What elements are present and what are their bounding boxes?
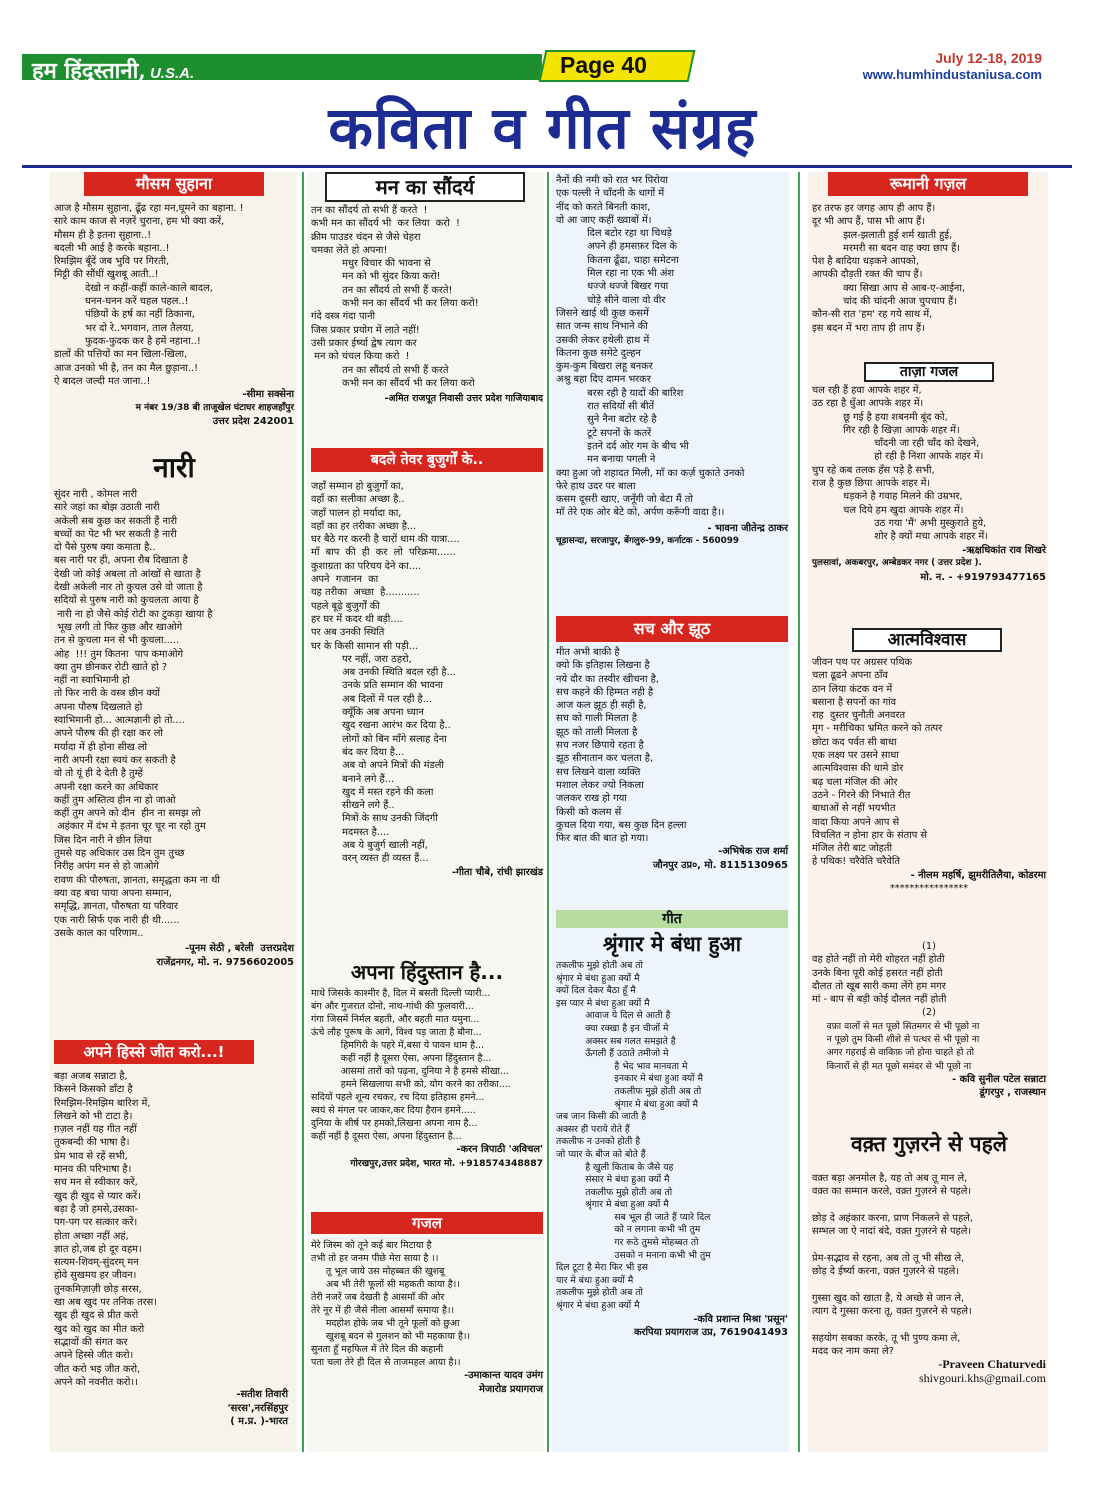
poem-title: गजल bbox=[311, 1212, 543, 1234]
poem-text: मीत अभी बाकी है क्यो कि इतिहास लिखना है नये दौर का तस्वीर खीचना है, सच कहने की हिम्मत नही है आज कल झूठ ही सही है, सच को गाली मिलता है झूठ को ताली मिलता है सच नजर छिपाये रहता है झूठ सीनातान कर चलता है, सच लिखने वाला व्यक्ति मशाल लेकर ज्यो निकला जलकर राख हो गया किसी को कलम सें कुचल दिया गया, बस कुछ दिन हल्ला फिर बात की बात हो गया। bbox=[556, 647, 687, 845]
poem-title: सच और झूठ bbox=[556, 616, 788, 642]
poem-text: जीवन पथ पर अग्रसर पथिक चला ढूढने अपना ठाँव ठान लिया कंटक वन में बसाना है सपनों का गांव राह दुस्तर चुनौती अनवरत मृग - मरीचिका भ्रमित करने को तत्पर छोटा कद पर्वत सी बाधा एक लक्ष्य पर उसने साधा आत्मविश्वास की थामे डोर बढ़ चला मंजिल की ओर उठने - गिरने की निभाते रीत बाधाओं से नहीं भयभीत वादा किया अपने आप से विचलित न होना हार के संताप से मंजिल तेरी बाट जोहती हे पथिक! चरैवेति चरैवेति bbox=[812, 657, 943, 868]
poem-author: - भावना जीतेन्द्र ठाकर bbox=[707, 522, 788, 534]
poem-text: हर तरफ हर जगह आप ही आप हैं। दूर भी आप हैं, पास भी आप हैं। झल-झलाती हुई शर्म खाती हुई, मरमरी सा बदन वाह क्या छाप हैं। पेश है बादिया धड़कने आपको, आपकी दौड़ती रक्त की चाप हैं। क्या सिखा आप से आब-ए-आईना, चांद की चांदनी आज चुपचाप हैं। कौन-सी रात 'हम' रह गये साथ में, इस बदन में भरा ताप ही ताप हैं। bbox=[812, 203, 965, 334]
poem-title: नारी bbox=[153, 451, 195, 484]
author-address: पुलसावां, अकबरपुर, अम्बेडकर नगर ( उत्तर प्रदेश ). bbox=[812, 558, 982, 569]
poem-text: माथे जिसके काश्मीर है, दिल में बसती दिल्ली प्यारी... बंग और गुजरात दोनो, नाथ-गांधी की फुलवारी... गंगा जिसमें निर्मल बहती, और बहती मात यमुना... ऊंचे लौह पुरूष के आगे, विश्व पड़ जाता है बौना... हिमगिरी के पहरे में,बसा ये पावन धाम है... कहीं नहीं है दूसरा ऐसा, अपना हिंदुस्तान है... आसमां तारों को पढ़ना, दुनिया ने है हमसे सीखा... हमने सिखलाया सभी को, योग करने का तरीका.... सदियों पहले शून्य रचकर, रच दिया इतिहास हमने... स्वयं से मंगल पर जाकर,कर दिया हैरान हमने..... दुनिया के शीर्ष पर हमको,लिखना अपना नाम है... कहीं नहीं है दूसरा ऐसा, अपना हिंदुस्तान है... bbox=[311, 988, 511, 1142]
poem-apne-hisse bbox=[54, 1040, 294, 1427]
poem-text: वफ़ा वालों से मत पूछो सितमगर से भी पूछो ना न पूछो तुम किसी शीशे से पत्थर से भी पूछो ना अगर गहराई से वाकिफ़ जो होना चाहते हो तो किनारों से ही मत पूछो समंदर से भी पूछो ना bbox=[826, 1020, 980, 1072]
verse-number: (1) bbox=[922, 941, 936, 952]
poem-author: -सीमा सक्सेना bbox=[242, 389, 294, 401]
masthead-bar bbox=[22, 54, 542, 84]
stars-divider: **************** bbox=[889, 883, 969, 895]
column-divider bbox=[798, 172, 800, 1452]
poem-text: वक़्त बड़ा अनमोल है, यह तो अब तू मान ले, वक़्त का सम्मान करले, वक़्त गुज़रने से पहले। छोड़ दे अहंकार करना, प्राण निकलने से पहले, सम्भल जा ऐ नादां बंदे, वक़्त गुज़रने से पहले। प्रेम-सद्भाव से रहना, अब तो तू भी सीख ले, छोड़ दे ईर्ष्या करना, वक़्त गुज़रने से पहले। गुस्सा खुद को खाता है, ये अच्छे से जान ले, त्याग दे गुस्सा करना तू, वक़्त गुज़रने से पहले। सहयोग सबका करके, तू भी पुण्य कमा ले, मदद कर नाम कमा ले? bbox=[812, 1173, 973, 1357]
poem-author: - कवि सुनील पटेल सन्नाटा bbox=[952, 1073, 1046, 1085]
author-address: उत्तर प्रदेश 242001 bbox=[212, 416, 294, 428]
poem-shringar bbox=[556, 910, 788, 1340]
poem-author: -कवि प्रशान्त मिश्रा 'प्रसून' bbox=[693, 1313, 788, 1325]
poem-author: -करन त्रिपाठी 'अविचल' bbox=[456, 1144, 543, 1155]
issue-date: July 12-18, 2019 bbox=[935, 50, 1042, 66]
banner-rule bbox=[22, 165, 1072, 168]
author-address: राजेंद्रनगर, मो. न. 9756602005 bbox=[156, 956, 294, 968]
poem-text: आज है मौसम सुहाना, ढूँढ रहा मन,घूमने का बहाना. ! सारे काम काज से नज़रें चुराना, हम भी क्या करें, मौसम ही है इतना सुहाना..! बदली भी आई है करके बहाना..! रिमझिम बूँदें जब भुवि पर गिरती, मिट्टी की सौंधीं खुशबू आती..! देखो न कहीं-कहीं काले-काले बादल, घनन-घनन करें चहल पहल..! पंछियों के हर्ष का नहीं ठिकाना, भर दो रे..भगवान, ताल तैलया, फुदक-फुदक कर है हमें नहाना..! डालों की पत्तियों का मन खिला-खिला, आज उनको भी है, तन का मैल छुड़ाना..! ऐ बादल जल्दी मत जाना..! bbox=[54, 203, 244, 387]
column-divider bbox=[547, 172, 549, 1452]
poem-apna-hindustan bbox=[311, 958, 543, 1170]
poem-text: तन का सौंदर्य तो सभी हैं करते ! कभी मन का सौंदर्य भी कर लिया करो ! क्रीम पाउडर चंदन से जैसे चेहरा चमका लेते हो अपना! मधुर विचार की भावना से मन को भी सुंदर किया करो! तन का सौंदर्य तो सभी हैं करते! कभी मन का सौंदर्य भी कर लिया करो! गंदे वस्त्र गंदा पानी जिस प्रकार प्रयोग में लाते नहीं! उसी प्रकार ईर्ष्या द्वेष त्याग कर मन को चंचल किया करो ! तन का सौंदर्य तो सभी हैं करते कभी मन का सौंदर्य भी कर लिया करो bbox=[311, 205, 479, 389]
masthead-title: हम हिंदुस्तानी, U.S.A. bbox=[32, 58, 195, 84]
poem-text: सुंदर नारी , कोमल नारी सारे जहां का बोझ उठाती नारी अकेली सब कुछ कर सकती हैं नारी बच्चों का पेट भी भर सकती है नारी दो पैसे पुरुष क्या कमाता है.. बस नारी पर ही, अपना रौब दिखाता है देखी जो कोई अबला तो आंखों से खाता है देखी अकेली नार तो कुचल उसे वो जाता है सदियों से पुरुष नारी को कुचलता आया है नारी ना हो जैसे कोई रोटी का टुकड़ा खाया है भूख लगी तो फिर कुछ और खाओगे तन से कुचला मन से भी कुचला..... ओह !!! तुम कितना पाप कमाओगे क्या तुम छीनकर रोटी खाते हो ? नहीं ना स्वाभिमानी हो तो फिर नारी के वस्त्र छीन क्यों अपना पौरुष दिखलाते हो स्वाभिमानी हो... आत्मज्ञानी हो तो.... अपने पौरुष की ही रक्षा कर लो मर्यादा में ही होना सीख लो नारी अपनी रक्षा स्वयं कर सकती है वो तो यूं ही दे देती है तुम्हें अपनी रक्षा करने का अधिकार कहीं तुम अस्तित्व हीन ना हो जाओ कहीं तुम अपने को दीन हीन ना समझ लो अहंकार में दंभ मे इतना चूर चूर ना रहो तुम जिस दिन नारी ने छीन लिया तुमसे यह अधिकार उस दिन तुम तुच्छ निरीह अपंग मन से हो जाओगे रावण की पौरुषता, ज्ञानता, समृद्धता कम ना थी क्या वह बचा पाया अपना सम्मान, समृद्धि, ज्ञानता, पौरुषता या परिवार एक नारी सिर्फ एक नारी ही थी...... उसके काल का परिणाम.. bbox=[54, 489, 220, 939]
verse-number: (2) bbox=[922, 1007, 936, 1019]
section-label: गीत bbox=[556, 910, 788, 928]
masthead-usa: U.S.A. bbox=[149, 65, 195, 82]
poem-waqt-guzarne-se-pehle bbox=[812, 1130, 1046, 1385]
poem-atmavishwas bbox=[812, 628, 1046, 896]
author-address: डूंगरपुर , राजस्थान bbox=[979, 1087, 1046, 1099]
poem-author: -गीता चौबे, रांची झारखंड bbox=[451, 866, 543, 878]
poem-text: जहाँ सम्मान हो बुजुर्गों का, वहाँ का सलीका अच्छा है.. जहाँ पालन हो मर्यादा का, वहाँ का हर तरीका अच्छा है... घर बैठे गर करनी है चारों धाम की यात्रा.... माँ बाप की ही कर लो परिक्रमा...... कुशाग्रता का परिचय देने का.... अपने गजानन का यह तरीका अच्छा है........... पहले बूढ़े बुजुर्गों की हर घर में कदर थी बड़ी.... पर अब उनकी स्थिति घर के किसी सामान सी पड़ी... पर नहीं, जरा ठहरो, अब उनकी स्थिति बदल रही है... उनके प्रति सम्मान की भावना अब दिलों में पल रही है... क्यूँकि अब अपना ध्यान खुद रखना आरंभ कर दिया है.. लोगों को बिन माँगे सलाह देना बंद कर दिया है... अब वो अपने मित्रों की मंडली बनाने लगे हैं... खुद में मस्त रहने की कला सीखने लगे हैं.. मित्रों के साथ उनकी जिंदगी मदमस्त है.... अब ये बुजुर्ग खाली नहीं, वरन् व्यस्त ही व्यस्त हैं... bbox=[311, 481, 460, 865]
poem-author: -Praveen Chaturvedi bbox=[938, 1357, 1046, 1372]
poem-text: तकलीफ मुझे होती अब तो श्रृंगार मे बंधा हुआ क्यों मै क्यों दिल देकर बैठा हूँ मै इस प्यार मे बंधा हुआ क्यों मै आवाज ये दिल से आती है क्या रक्खा है इन चीजों मे अक्सर सब गलत समझते है ऊँगली हैं उठाते तमीजो मे है भेद भाव मानवता मे इनकार मे बंधा हुआ क्यों मै तकलीफ मुझे होती अब तो श्रृंगार मे बंधा हुआ क्यों मै जब जान किसी की जाती है अक्सर ही पराये रोते हैं तकलीफ न उनको होती है जो प्यार के बीज को बोते हैं है खुली किताब के जैसे यह संसार मे बंधा हुआ क्यों मै तकलीफ मुझे होती अब तो श्रृंगार मे बंधा हुआ क्यों मै सब भूल ही जाते हैं प्यारे दिल को न लगाना कभी भी तुम गर रूठे तुमसे मोहब्बत तो उसको न मनाना कभी भी तुम दिल टूटा है मेरा फिर भी इस यार मे बंधा हुआ क्यों मै तकलीफ मुझे होती अब तो श्रृंगार मे बंधा हुआ क्यों मै bbox=[556, 960, 711, 1312]
poem-naino-ki-nami bbox=[556, 174, 788, 549]
poem-text: नैनों की नमी को रात भर पिरोया एक पल्ली ने चाँदनी के धागों में नींद को करते बिनती काश, वो आ जाए कहीं ख्वाबों में। दिल बटोर रहा था चिथड़े अपने ही हमसफ़र दिल के कितना ढूँढा, चाहा समेटना मिल रहा ना एक भी अंश धज्जे धज्जे बिखर गया चोड़े सीने वाला वो वीर जिसने खाई थी कुछ कसमें सात जन्म साथ निभाने की उसकी लेकर हथेली हाथ में कितना कुछ समेटे दुल्हन कुम-कुम बिखरा लहू बनकर अश्रु बहा दिए दामन भरकर बरस रही है यादों की बारिश रात सदियों सी बीतें सुने नैना बटोर रहे है टूटे सपनों के कतरें इतने दर्द ओर गम के बीच भी मन बनाया पगली ने क्या हुआ जो शहादत मिली, माँ का कर्ज़ चुकाते उनको फेरे हाथ उदर पर बाला कसम दूसरी खाए, जनूँगी जो बेटा मैं तो माँ तेरे एक ओर बेटे को, अर्पण करूँगी वादा है।। bbox=[556, 175, 745, 519]
poem-title: बदले तेवर बुजुर्गों के.. bbox=[311, 448, 543, 472]
author-address: मेजारोड प्रयागराज bbox=[479, 1383, 543, 1395]
poem-author: -उमाकान्त यादव उमंग bbox=[464, 1370, 543, 1381]
poem-text: मेरे जिस्म को तूने कई बार मिटाया है तभी तो हर जनम पीछे मेरा साया है ।। तू भूल जाये उस मोहब्बत की खुशबू अब भी तेरी फूलों सी महकती काया है।। तेरी नजरें जब देखती है आसमाँ की ओर तेरे नूर में ही जैसे नीला आसमाँ समाया है।। मदहोश होके जब भी तूने फूलों को छुआ खुशबू बदन से गुलशन को भी महकाया है।। सुनता हूँ महफिल में तेरे दिल की कहानी पता चला तेरे ही दिल से ताजमहल आया है।। bbox=[311, 1240, 471, 1368]
poem-title: मौसम सुहाना bbox=[84, 172, 264, 196]
page-number: Page 40 bbox=[560, 52, 647, 78]
section-banner bbox=[185, 92, 900, 164]
banner-title: कविता व गीत संग्रह bbox=[328, 94, 757, 162]
page-header bbox=[22, 50, 1072, 84]
poem-title: श्रृंगार मे बंधा हुआ bbox=[602, 932, 742, 956]
poem-text: वह होते नहीं तो मेरी शोहरत नहीं होती उनके बिना पूरी कोई हसरत नहीं होती दौलत तो खूब सारी कमा लेंगे हम मगर मां - बाप से बड़ी कोई दौलत नहीं होती bbox=[812, 954, 947, 1006]
author-email[interactable]: shivgouri.khs@gmail.com bbox=[918, 1370, 1046, 1385]
poem-author: -सतीश तिवारी 'सरस',नरसिंहपुर ( म.प्र. )-भारत bbox=[227, 1389, 288, 1427]
author-address: जौनपुर उप्र०, मो. 8115130965 bbox=[652, 859, 788, 871]
poem-gazal bbox=[311, 1212, 543, 1396]
poem-taza-gazal bbox=[812, 362, 1046, 584]
poem-man-ka-saundarya bbox=[311, 172, 543, 406]
poem-author: -अभिषेक राज शर्मा bbox=[718, 846, 788, 858]
poem-text: चल रही हैं हवा आपके शहर में, उठ रहा है धुँआ आपके शहर में। छू गई है हया शबनमी बूंद को, गिर रही है खिज़ा आपके शहर में। चाँदनी जा रही चाँद को देखने, हो रही है निशा आपके शहर में। चुप रहे कब तलक हँस पड़े है सभी, राज है कुछ छिपा आपके शहर में। धड़कने है गवाह मिलने की उम्रभर, चल दिये हम खुदा आपके शहर में। उठ गया 'मैं' अभी मुस्कुराते हुये, शोर है क्यों मचा आपके शहर में। bbox=[812, 385, 988, 543]
author-address: चूड़ासन्दा, सरजापुर, बेंगलुरु-99, कर्नाटक - 560099 bbox=[556, 536, 740, 547]
poem-badle-tevar bbox=[311, 448, 543, 879]
author-address: करपिया प्रयागराज उप्र, 7619041493 bbox=[633, 1327, 788, 1339]
poem-author: -ऋक्षधिकांत राव शिखरे bbox=[962, 544, 1046, 556]
poem-do-sher bbox=[812, 940, 1046, 1100]
poem-nari bbox=[54, 448, 294, 969]
poem-title: ताज़ा गजल bbox=[864, 362, 994, 382]
author-address: गोरखपुर,उत्तर प्रदेश, भारत मो. +918574348887 bbox=[350, 1157, 543, 1169]
poem-title: रूमानी गज़ल bbox=[828, 172, 1028, 196]
author-address: म नंबर 19/38 बी ताजूखेल घंटाघर शाहजहाँपुर bbox=[135, 402, 294, 413]
poem-author: -पूनम सेठी , बरेली उत्तरप्रदेश bbox=[185, 943, 294, 955]
poem-title: वक़्त गुज़रने से पहले bbox=[851, 1132, 1007, 1156]
poem-text: बड़ा अजब सन्नाटा है, किसने किसको डाँटा है रिमझिम-रिमझिम बारिश में, लिखने को भी टाटा है। ग़ज़ल नहीं यह गीत नहीं तुकबन्दी की भाषा है। प्रेम भाव से रहें सभी, मानव की परिभाषा है। सच मन से स्वीकार करें, खुद ही खुद से प्यार करें। बड़ा है जो हमसे,उसका- पग-पग पर सत्कार करें। होता अच्छा नहीं अहं, ज्ञात हो,जब हो दूर वहम। सत्यम-शिवम्-सुंदरम् मन होवे सुखमय हर जीवन। तुनकमिज़ाज़ी छोड़ सरस, खा अब खुद पर तनिक तरस। खुद ही खुद से प्रीत करो खुद को खुद का मीत करो सद्भावों की संगत कर अपने हिस्से जीत करो। जीत करो भइ जीत करो, अपने को नवनीत करो।। bbox=[54, 1071, 157, 1388]
author-address: मो. न. - +919793477165 bbox=[920, 571, 1046, 583]
poem-sach-aur-jhooth bbox=[556, 616, 788, 872]
poem-title: अपने हिस्से जीत करो...! bbox=[54, 1040, 254, 1064]
poem-author: -अमित राजपूत निवासी उत्तर प्रदेश गाजियाबाद bbox=[384, 393, 543, 405]
column-divider bbox=[302, 172, 304, 1452]
poem-author: - नीलम महर्षि, झुमरीतिलैया, कोडरमा bbox=[910, 869, 1046, 881]
poem-mausam-suhana bbox=[54, 172, 294, 429]
website-link[interactable]: www.humhindustaniusa.com bbox=[862, 67, 1042, 82]
poem-title: अपना हिंदुस्तान है... bbox=[350, 960, 504, 984]
poem-title: मन का सौंदर्य bbox=[325, 172, 525, 202]
poem-rumani-gazal bbox=[812, 172, 1046, 335]
poem-title: आत्मविश्वास bbox=[852, 628, 1002, 652]
